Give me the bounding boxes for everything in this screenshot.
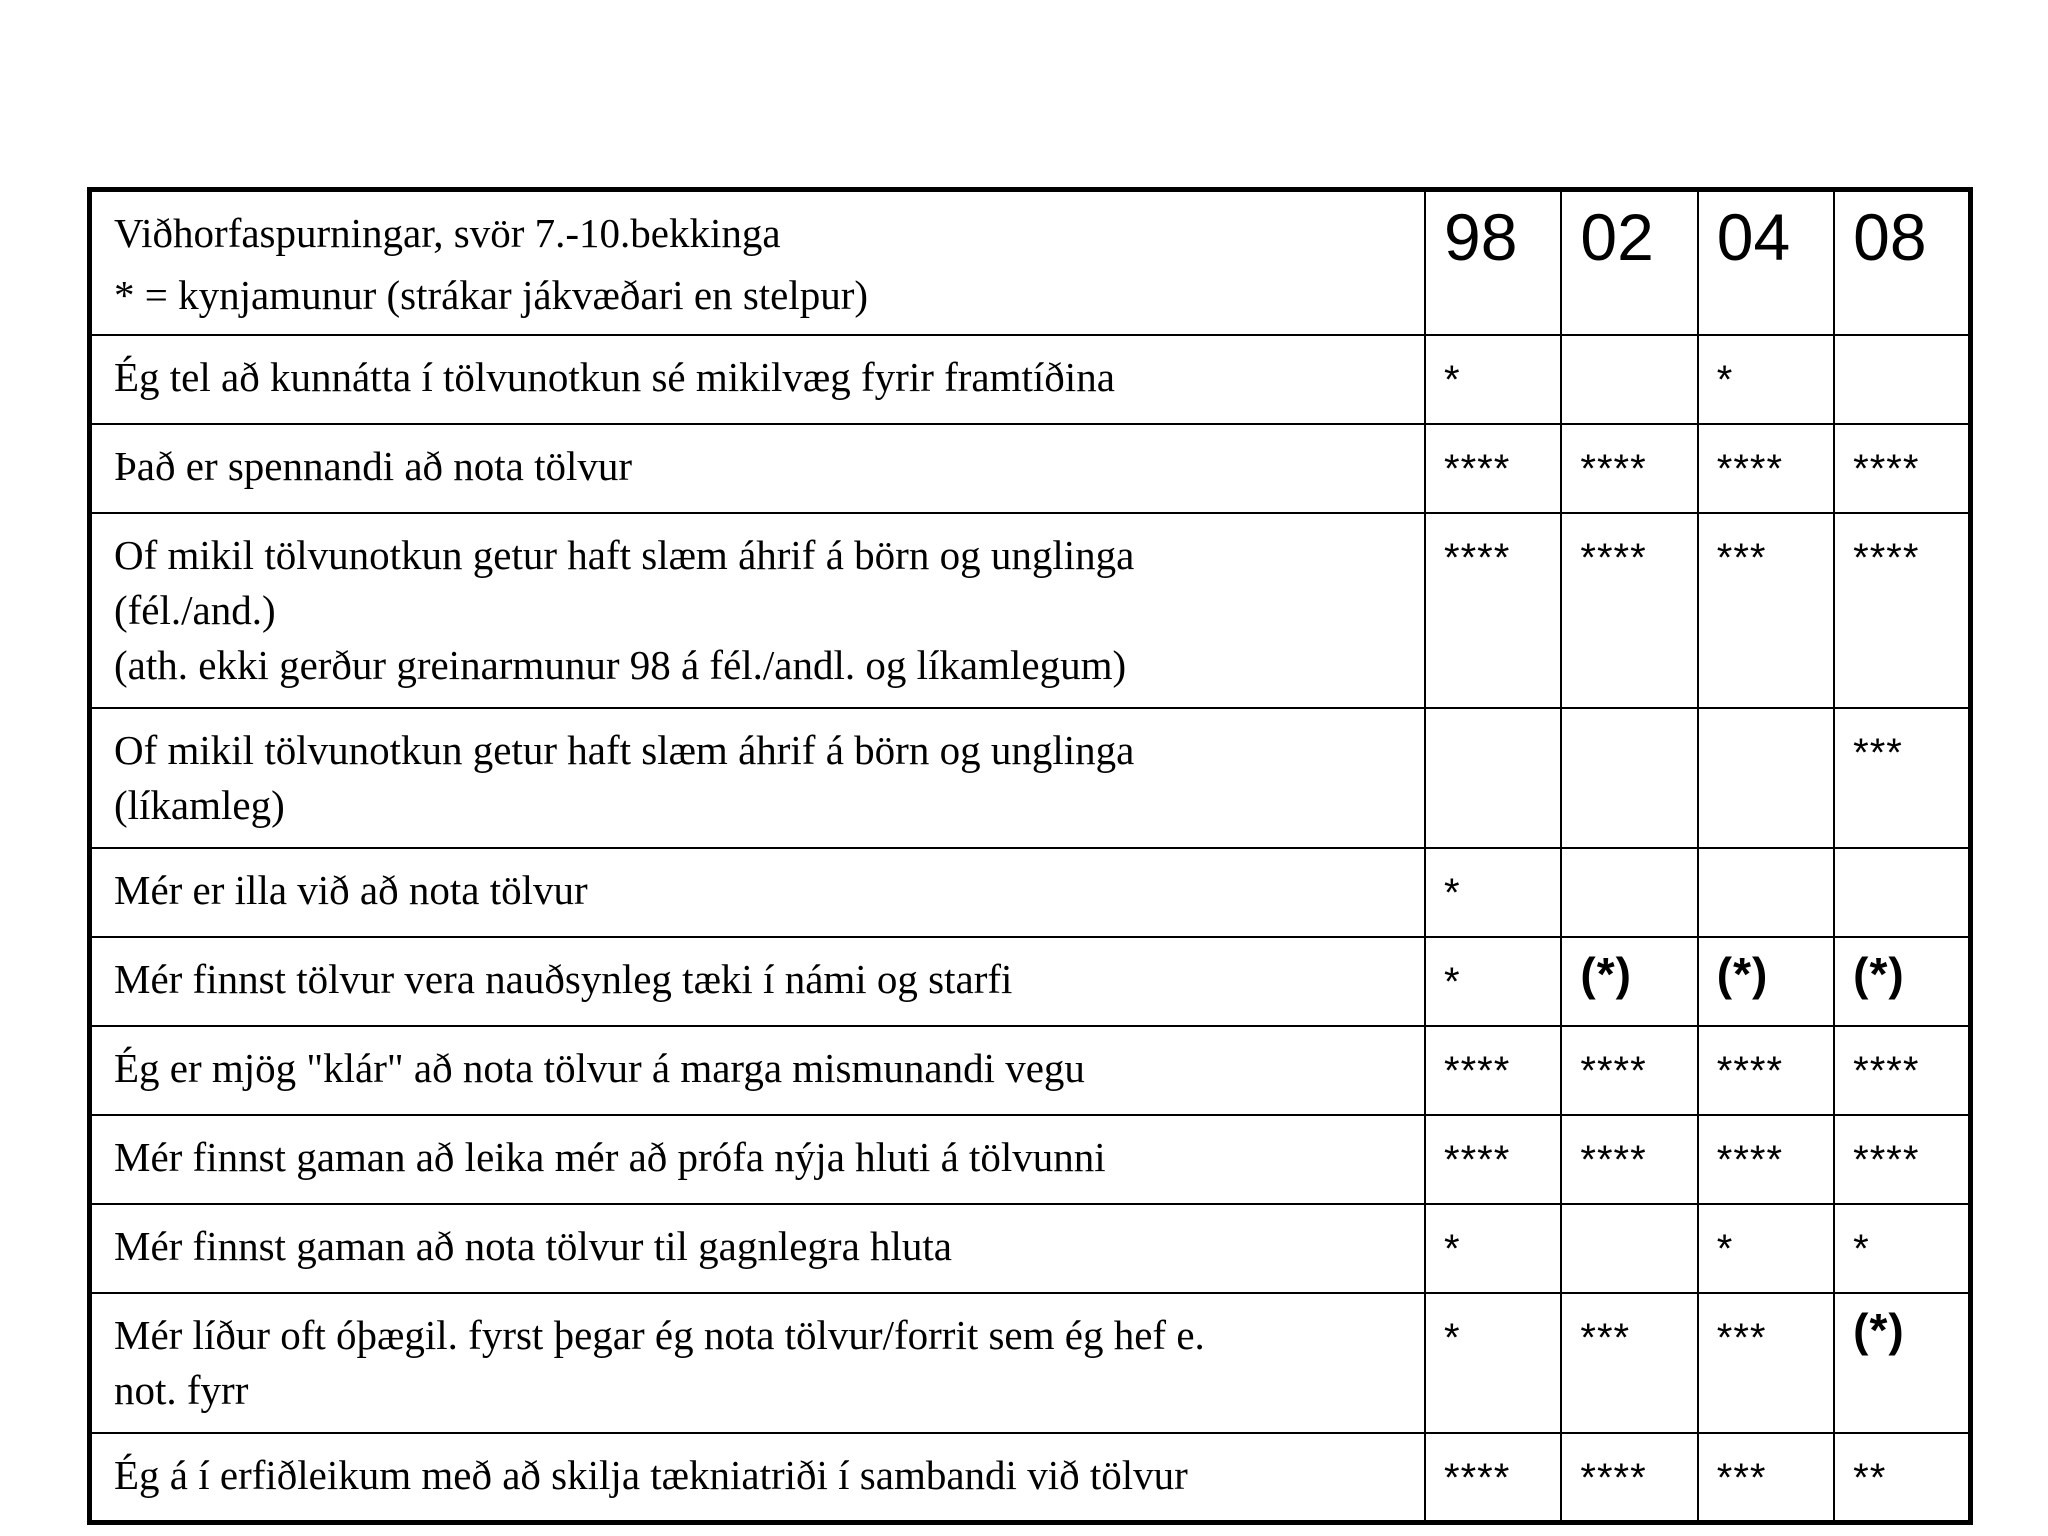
- question-cell: [90, 1204, 1426, 1293]
- significance-mark-04: *: [1698, 335, 1834, 424]
- significance-mark-02: [1561, 1204, 1697, 1293]
- significance-mark-08: ****: [1834, 424, 1970, 513]
- table-row: [90, 513, 1971, 708]
- significance-mark-04: ***: [1698, 1293, 1834, 1433]
- significance-mark-04: ****: [1698, 424, 1834, 513]
- question-text: Of mikil tölvunotkun getur haft slæm áhrif á börn og unglinga: [114, 727, 1135, 773]
- significance-mark-08: [1834, 335, 1970, 424]
- year-header-02: 02: [1561, 190, 1697, 336]
- table-row: [90, 335, 1971, 424]
- significance-mark-04: [1698, 848, 1834, 937]
- question-text: Mér er illa við að nota tölvur: [114, 867, 588, 913]
- significance-mark-02: ***: [1561, 1293, 1697, 1433]
- significance-mark-98: *: [1425, 1204, 1561, 1293]
- significance-mark-08: [1834, 848, 1970, 937]
- significance-mark-02: [1561, 848, 1697, 937]
- significance-mark-04: (*): [1698, 937, 1834, 1026]
- significance-mark-02: ****: [1561, 1433, 1697, 1522]
- significance-mark-02: ****: [1561, 1026, 1697, 1115]
- year-header-08: 08: [1834, 190, 1970, 336]
- significance-mark-04: *: [1698, 1204, 1834, 1293]
- significance-mark-02: [1561, 708, 1697, 848]
- significance-mark-98: [1425, 708, 1561, 848]
- question-text: (ath. ekki gerður greinarmunur 98 á fél./andl. og líkamlegum): [114, 642, 1127, 688]
- significance-mark-98: ****: [1425, 424, 1561, 513]
- significance-mark-08: ***: [1834, 708, 1970, 848]
- table-row: [90, 708, 1971, 848]
- question-cell: [90, 937, 1426, 1026]
- significance-mark-98: ****: [1425, 513, 1561, 708]
- significance-mark-98: *: [1425, 1293, 1561, 1433]
- significance-mark-04: [1698, 708, 1834, 848]
- question-text: Það er spennandi að nota tölvur: [114, 443, 633, 489]
- question-text: Ég tel að kunnátta í tölvunotkun sé mikilvæg fyrir framtíðina: [114, 354, 1115, 400]
- question-text: Mér finnst gaman að nota tölvur til gagnlegra hluta: [114, 1223, 952, 1269]
- question-cell: [90, 1115, 1426, 1204]
- question-cell: [90, 513, 1426, 708]
- survey-table: [87, 187, 1973, 1525]
- question-cell: [90, 1293, 1426, 1433]
- significance-mark-98: ****: [1425, 1115, 1561, 1204]
- table-row: [90, 424, 1971, 513]
- question-text: not. fyrr: [114, 1367, 249, 1413]
- question-text: (líkamleg): [114, 782, 285, 828]
- significance-mark-02: ****: [1561, 424, 1697, 513]
- significance-mark-08: **: [1834, 1433, 1970, 1522]
- header-question-cell: [90, 190, 1426, 336]
- table-title: Viðhorfaspurningar, svör 7.-10.bekkinga: [114, 210, 781, 256]
- year-header-98: 98: [1425, 190, 1561, 336]
- question-cell: [90, 335, 1426, 424]
- significance-mark-02: ****: [1561, 1115, 1697, 1204]
- question-cell: [90, 424, 1426, 513]
- table-row: [90, 848, 1971, 937]
- significance-mark-08: (*): [1834, 937, 1970, 1026]
- question-text: Mér líður oft óþægil. fyrst þegar ég nota tölvur/forrit sem ég hef e.: [114, 1312, 1205, 1358]
- table-row: [90, 1026, 1971, 1115]
- significance-mark-02: (*): [1561, 937, 1697, 1026]
- question-text: Of mikil tölvunotkun getur haft slæm áhrif á börn og unglinga: [114, 532, 1135, 578]
- significance-mark-98: *: [1425, 335, 1561, 424]
- significance-mark-04: ***: [1698, 1433, 1834, 1522]
- question-cell: [90, 1433, 1426, 1522]
- significance-mark-98: ****: [1425, 1026, 1561, 1115]
- significance-mark-04: ***: [1698, 513, 1834, 708]
- significance-mark-08: ****: [1834, 513, 1970, 708]
- significance-mark-08: ****: [1834, 1115, 1970, 1204]
- year-header-04: 04: [1698, 190, 1834, 336]
- significance-mark-08: ****: [1834, 1026, 1970, 1115]
- significance-mark-02: [1561, 335, 1697, 424]
- significance-mark-04: ****: [1698, 1115, 1834, 1204]
- significance-mark-98: ****: [1425, 1433, 1561, 1522]
- question-text: Mér finnst gaman að leika mér að prófa nýja hluti á tölvunni: [114, 1134, 1106, 1180]
- question-text: Ég á í erfiðleikum með að skilja tækniatriði í sambandi við tölvur: [114, 1452, 1188, 1498]
- significance-mark-08: *: [1834, 1204, 1970, 1293]
- table-row: [90, 1433, 1971, 1522]
- question-cell: [90, 1026, 1426, 1115]
- table-row: [90, 937, 1971, 1026]
- question-cell: [90, 708, 1426, 848]
- header-row: [90, 190, 1971, 336]
- significance-mark-98: *: [1425, 937, 1561, 1026]
- table-row: [90, 1204, 1971, 1293]
- table-legend: * = kynjamunur (strákar jákvæðari en stelpur): [114, 272, 869, 318]
- question-cell: [90, 848, 1426, 937]
- significance-mark-02: ****: [1561, 513, 1697, 708]
- question-text: Ég er mjög "klár" að nota tölvur á marga mismunandi vegu: [114, 1045, 1085, 1091]
- significance-mark-08: (*): [1834, 1293, 1970, 1433]
- question-text: Mér finnst tölvur vera nauðsynleg tæki í námi og starfi: [114, 956, 1013, 1002]
- table-row: [90, 1115, 1971, 1204]
- significance-mark-98: *: [1425, 848, 1561, 937]
- significance-mark-04: ****: [1698, 1026, 1834, 1115]
- table-row: [90, 1293, 1971, 1433]
- question-text: (fél./and.): [114, 587, 276, 633]
